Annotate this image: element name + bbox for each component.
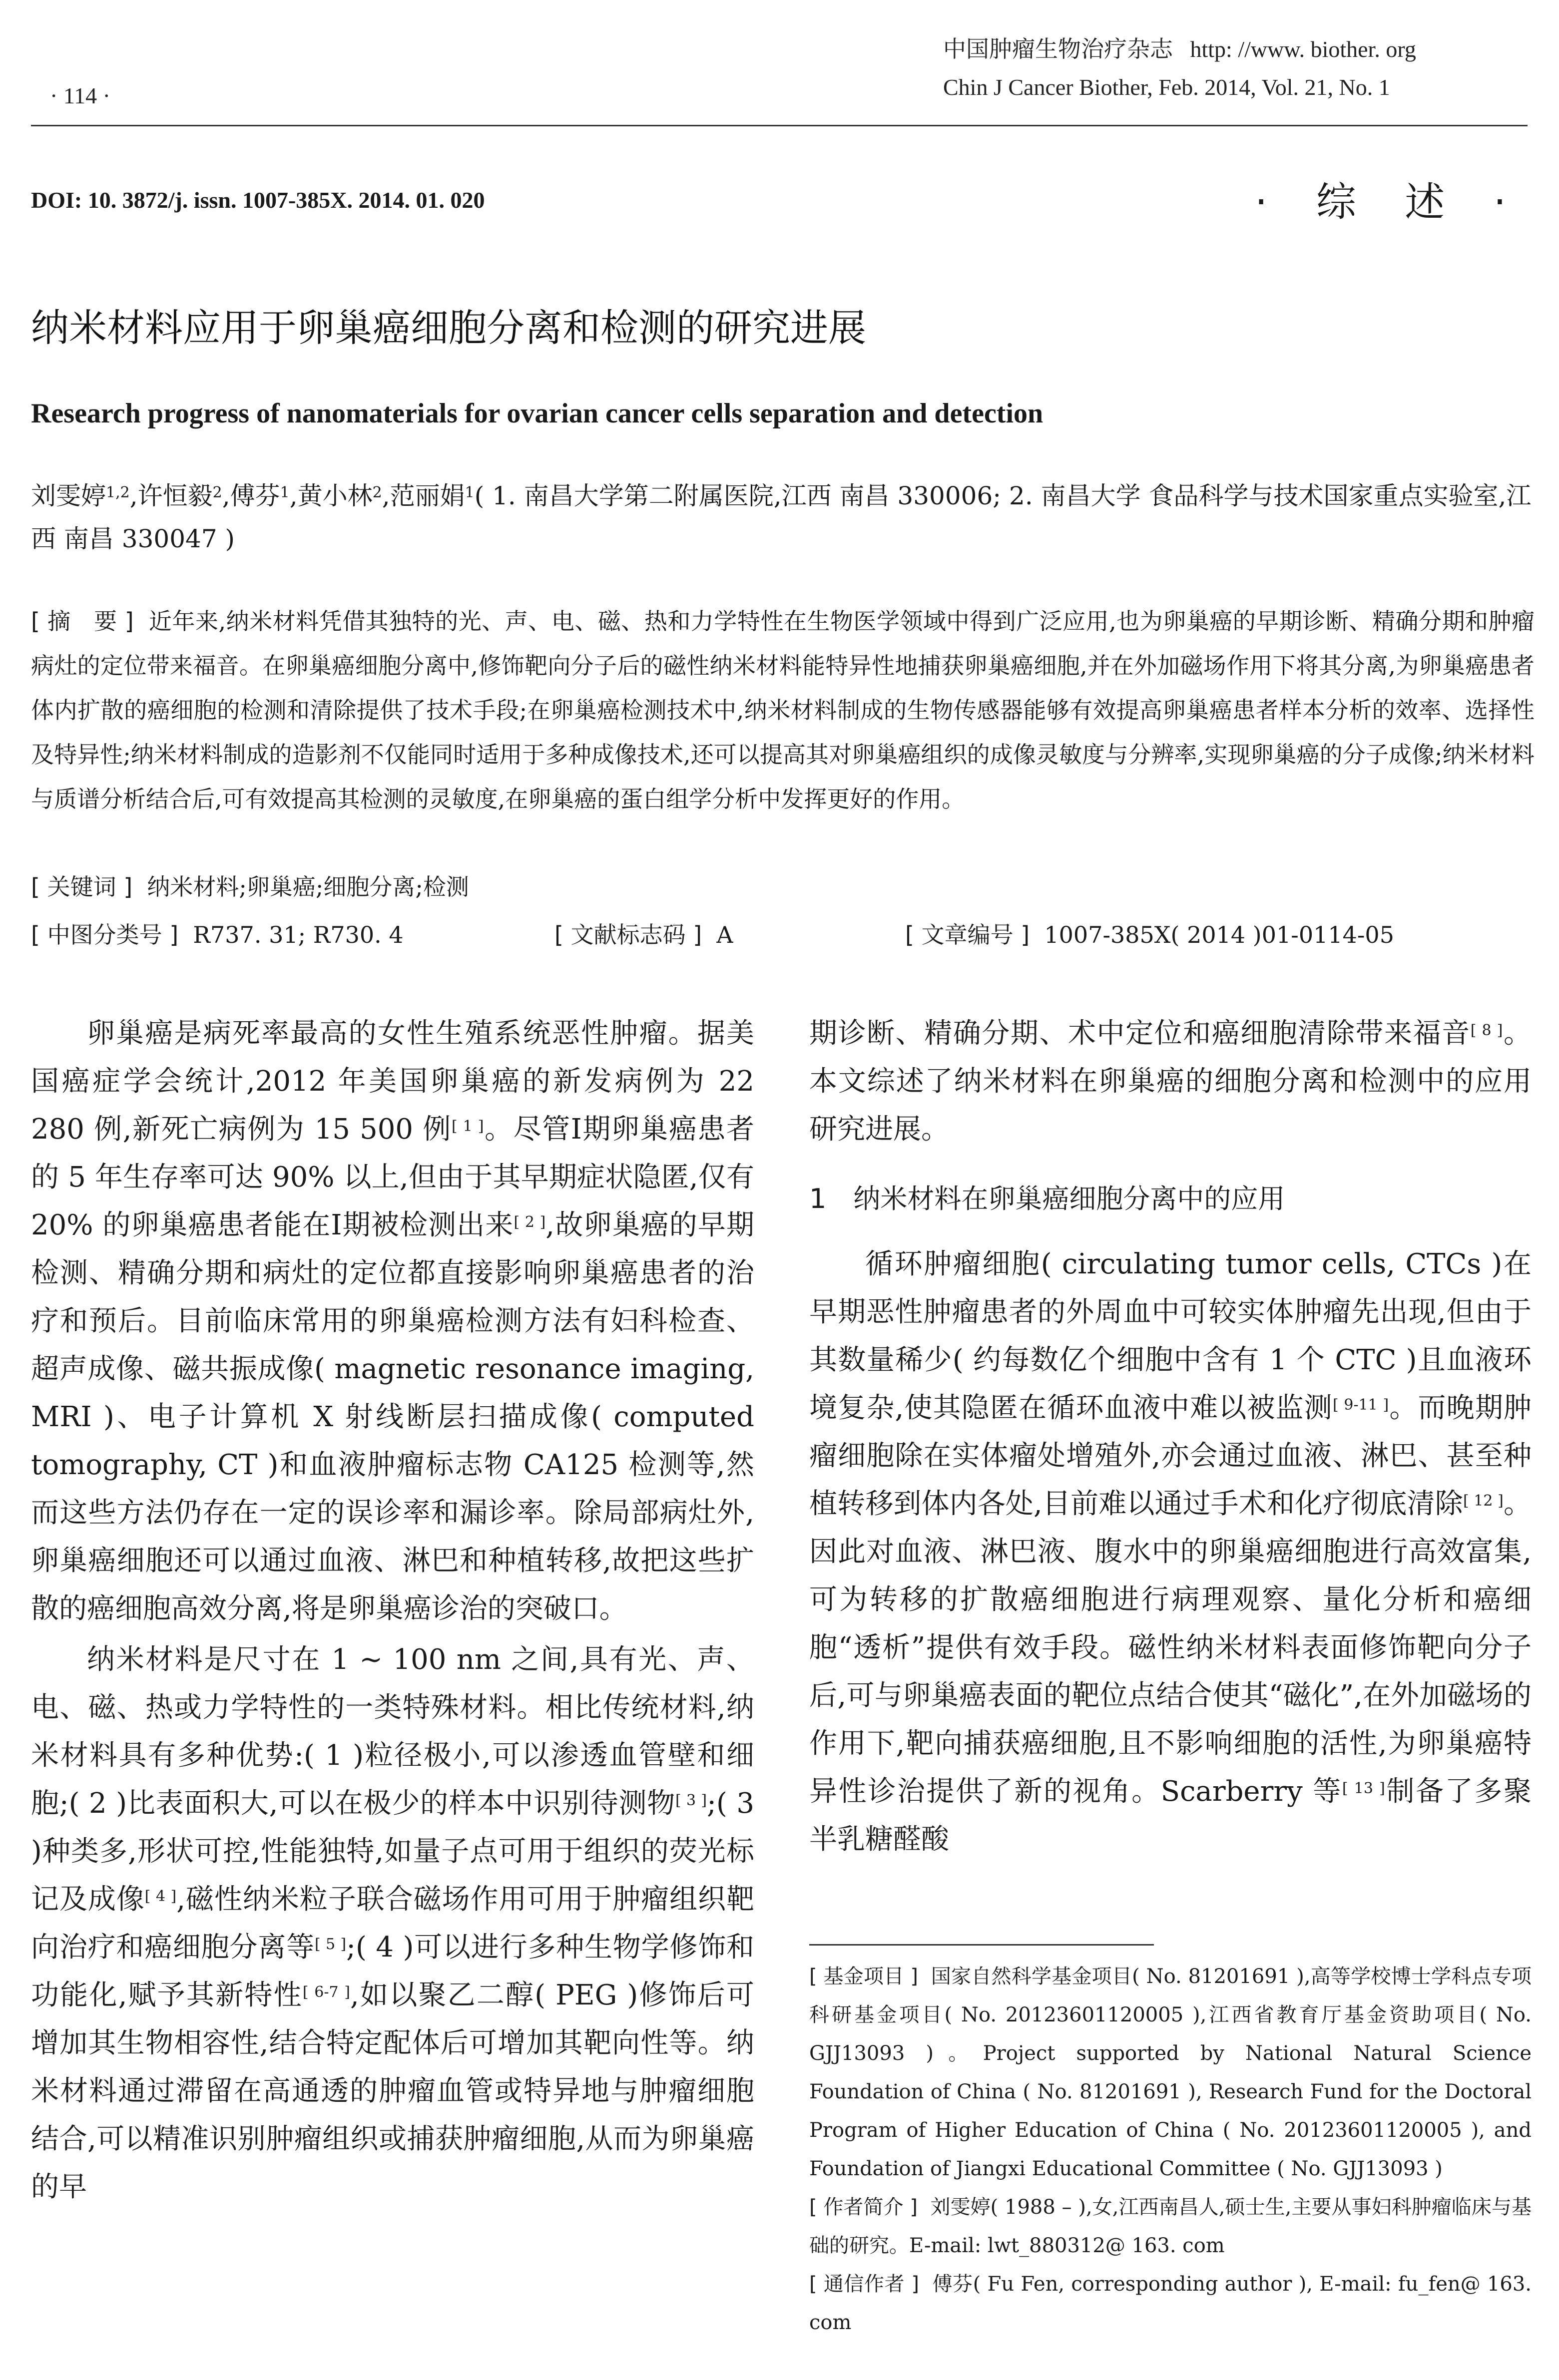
abstract (31, 599, 1535, 821)
clc-number (31, 917, 404, 950)
footnote-corresponding (809, 2265, 1532, 2342)
author-4: 黄小林 (297, 481, 373, 510)
footnote-rule (809, 1944, 1154, 1946)
clc-label: [ 中图分类号 ] (31, 921, 179, 948)
citation-ref: [ 4 ] (144, 1888, 177, 1905)
left-column (31, 1010, 754, 2211)
author-info-text: 刘雯婷( 1988 – ),女,江西南昌人,硕士生,主要从事妇科肿瘤临床与基础的研究。E-mail: lwt_880312@ 163. com (809, 2196, 1532, 2257)
citation-ref: [ 6-7 ] (302, 1983, 351, 2001)
author-1-affil: 1,2 (106, 484, 130, 501)
journal-title-cn: 中国肿瘤生物治疗杂志 (943, 36, 1173, 62)
abstract-label: [ 摘 要 ] (31, 608, 134, 635)
article-no-value: 1007-385X( 2014 )01-0114-05 (1044, 921, 1394, 948)
text-run: 。而晚期肿瘤细胞除在实体瘤处增殖外,亦会通过血液、淋巴、甚至种植转移到体内各处,目前难以通过手术和化疗彻底清除 (809, 1392, 1532, 1520)
footnote-fund (809, 1958, 1532, 2188)
article-number (905, 917, 1394, 950)
keywords-line (31, 869, 469, 902)
citation-ref: [ 9-11 ] (1332, 1396, 1389, 1414)
author-3: 傅芬 (230, 481, 280, 510)
right-column-section-1 (809, 1240, 1532, 1864)
text-run: 。尽管Ⅰ期卵巢癌患者的 5 年生存率可达 90% 以上,但由于其早期症状隐匿,仅有 20% 的卵巢癌患者能在Ⅰ期被检测出来 (31, 1113, 754, 1241)
author-1: 刘雯婷 (31, 481, 106, 510)
abstract-text: 近年来,纳米材料凭借其独特的光、声、电、磁、热和力学特性在生物医学领域中得到广泛应用,也为卵巢癌的早期诊断、精确分期和肿瘤病灶的定位带来福音。在卵巢癌细胞分离中,修饰靶向分子后的磁性纳米材料能特异性地捕获卵巢癌细胞,并在外加磁场作用下将其分离,为卵巢癌患者体内扩散的癌细胞的检测和清除提供了技术手段;在卵巢癌检测技术中,纳米材料制成的生物传感器能够有效提高卵巢癌患者样本分析的效率、选择性及特异性;纳米材料制成的造影剂不仅能同时适用于多种成像技术,还可以提高其对卵巢癌组织的成像灵敏度与分辨率,实现卵巢癌的分子成像;纳米材料与质谱分析结合后,可有效提高其检测的灵敏度,在卵巢癌的蛋白组学分析中发挥更好的作用。 (31, 608, 1535, 812)
author-4-affil: 2 (372, 484, 382, 501)
author-2: 许恒毅 (137, 481, 213, 510)
text-run: 纳米材料是尺寸在 1 ~ 100 nm 之间,具有光、声、电、磁、热或力学特性的一类特殊材料。相比传统材料,纳米材料具有多种优势:( 1 )粒径极小,可以渗透血管壁和细胞;( 2 )比表面积大,可以在极少的样本中识别待测物 (31, 1643, 754, 1820)
journal-name-cn (943, 31, 1416, 64)
citation-ref: [ 5 ] (314, 1936, 347, 1953)
text-run: ,如以聚乙二醇( PEG )修饰后可增加其生物相容性,结合特定配体后可增加其靶向性等。纳米材料通过滞留在高通透的肿瘤血管或特异地与肿瘤细胞结合,可以精准识别肿瘤组织或捕获肿瘤细胞,从而为卵巢癌的早 (31, 1979, 755, 2203)
keywords: 纳米材料;卵巢癌;细胞分离;检测 (147, 873, 469, 900)
citation-ref: [ 8 ] (1470, 1022, 1503, 1039)
corresponding-text: 傅芬( Fu Fen, corresponding author ), E-mail: fu_fen@ 163. com (809, 2273, 1532, 2334)
article-title-en: Research progress of nanomaterials for ovarian cancer cells separation and detection (31, 398, 1043, 429)
author-5-affil: 1 (465, 484, 475, 501)
text-run: 制备了多聚半乳糖醛酸 (809, 1775, 1532, 1856)
intro-paragraph-continued (809, 1010, 1532, 1154)
footnote-author (809, 2188, 1532, 2265)
author-5: 范丽娟 (390, 481, 465, 510)
text-run: ;( 4 )可以进行多种生物学修饰和功能化,赋予其新特性 (31, 1931, 754, 2011)
citation-ref: [ 2 ] (514, 1213, 546, 1231)
citation-ref: [ 12 ] (1463, 1492, 1504, 1510)
fund-text: 国家自然科学基金项目( No. 81201691 ),高等学校博士学科点专项科研基金项目( No. 20123601120005 ),江西省教育厅基金资助项目( No. GJJ13093 )。Project supported by National Natural Science Foundation of China ( No. 81201691 ), Research Fund for the Doctoral Program of Higher Education of China ( No. 20123601120005 ), and Foundation of Jiangxi Educational Committee ( No. GJJ13093 ) (809, 1965, 1532, 2180)
article-no-label: [ 文章编号 ] (905, 921, 1030, 948)
fund-label: [ 基金项目 ] (809, 1965, 918, 1988)
citation-ref: [ 3 ] (675, 1792, 707, 1809)
section-tag: · 综 述 · (1255, 179, 1525, 225)
keywords-label: [ 关键词 ] (31, 873, 133, 900)
section-1-paragraph-1 (809, 1240, 1532, 1864)
corresponding-label: [ 通信作者 ] (809, 2273, 920, 2296)
doc-code-value: A (716, 921, 733, 948)
article-title-cn: 纳米材料应用于卵巢癌细胞分离和检测的研究进展 (31, 306, 866, 350)
right-column-intro (809, 1010, 1532, 1154)
text-run: 。本文综述了纳米材料在卵巢癌的细胞分离和检测中的应用研究进展。 (809, 1017, 1532, 1146)
text-run: ,故卵巢癌的早期检测、精确分期和病灶的定位都直接影响卵巢癌患者的治疗和预后。目前临床常用的卵巢癌检测方法有妇科检查、超声成像、磁共振成像( magnetic resonance imaging, MRI )、电子计算机 X 射线断层扫描成像( computed tomography, CT )和血液肿瘤标志物 CA125 检测等,然而这些方法仍存在一定的误诊率和漏诊率。除局部病灶外,卵巢癌细胞还可以通过血液、淋巴和种植转移,故把这些扩散的癌细胞高效分离,将是卵巢癌诊治的突破口。 (31, 1209, 754, 1625)
author-3-affil: 1 (280, 484, 290, 501)
text-run: ;( 3 )种类多,形状可控,性能独特,如量子点可用于组织的荧光标记及成像 (31, 1787, 754, 1916)
header-rule (31, 125, 1528, 126)
citation-ref: [ 13 ] (1342, 1780, 1385, 1797)
citation-ref: [ 1 ] (451, 1118, 484, 1135)
authors-block: 刘雯婷$^{1,2}$,许恒毅$^2$,傅芬$^1$,黄小林$^2$,范丽娟$^1$( 1. 南昌大学第二附属医院,江西 南昌 330006; 2. 南昌大学 食品科学与技术国家重点实验室,江西 南昌 330047 ) (31, 481, 1532, 553)
clc-value: R737. 31; R730. 4 (193, 921, 404, 948)
text-run: 循环肿瘤细胞( circulating tumor cells, CTCs )在早期恶性肿瘤患者的外周血中可较实体肿瘤先出现,但由于其数量稀少( 约每数亿个细胞中含有 1 个 CTC )且血液环境复杂,使其隐匿在循环血液中难以被监测 (809, 1248, 1532, 1424)
intro-paragraph-1 (31, 1010, 754, 1633)
author-2-affil: 2 (212, 484, 222, 501)
section-heading-1: 1 纳米材料在卵巢癌细胞分离中的应用 (809, 1183, 1285, 1214)
text-run: 。因此对血液、淋巴液、腹水中的卵巢癌细胞进行高效富集,可为转移的扩散癌细胞进行病理观察、量化分析和癌细胞“透析”提供有效手段。磁性纳米材料表面修饰靶向分子后,可与卵巢癌表面的靶位点结合使其“磁化”,在外加磁场的作用下,靶向捕获癌细胞,且不影响细胞的活性,为卵巢癌特异性诊治提供了新的视角。Scarberry 等 (809, 1488, 1532, 1808)
doc-code-label: [ 文献标志码 ] (554, 921, 702, 948)
footnotes (809, 1958, 1532, 2342)
text-run: 期诊断、精确分期、术中定位和癌细胞清除带来福音 (809, 1017, 1471, 1050)
journal-citation-en: Chin J Cancer Biother, Feb. 2014, Vol. 21, No. 1 (943, 74, 1390, 100)
document-code (554, 917, 733, 950)
affiliations: ( 1. 南昌大学第二附属医院,江西 南昌 330006; 2. 南昌大学 食品科学与技术国家重点实验室,江西 南昌 330047 ) (31, 481, 1532, 553)
page-number: · 114 · (50, 83, 110, 108)
author-info-label: [ 作者简介 ] (809, 2196, 918, 2219)
intro-paragraph-2 (31, 1636, 754, 2211)
text-run: 卵巢癌是病死率最高的女性生殖系统恶性肿瘤。据美国癌症学会统计,2012 年美国卵巢癌的新发病例为 22 280 例,新死亡病例为 15 500 例 (31, 1017, 754, 1146)
doi: DOI: 10. 3872/j. issn. 1007-385X. 2014. 01. 020 (31, 187, 485, 213)
journal-url: http: //www. biother. org (1190, 36, 1416, 62)
text-run: ,磁性纳米粒子联合磁场作用可用于肿瘤组织靶向治疗和癌细胞分离等 (31, 1883, 754, 1964)
